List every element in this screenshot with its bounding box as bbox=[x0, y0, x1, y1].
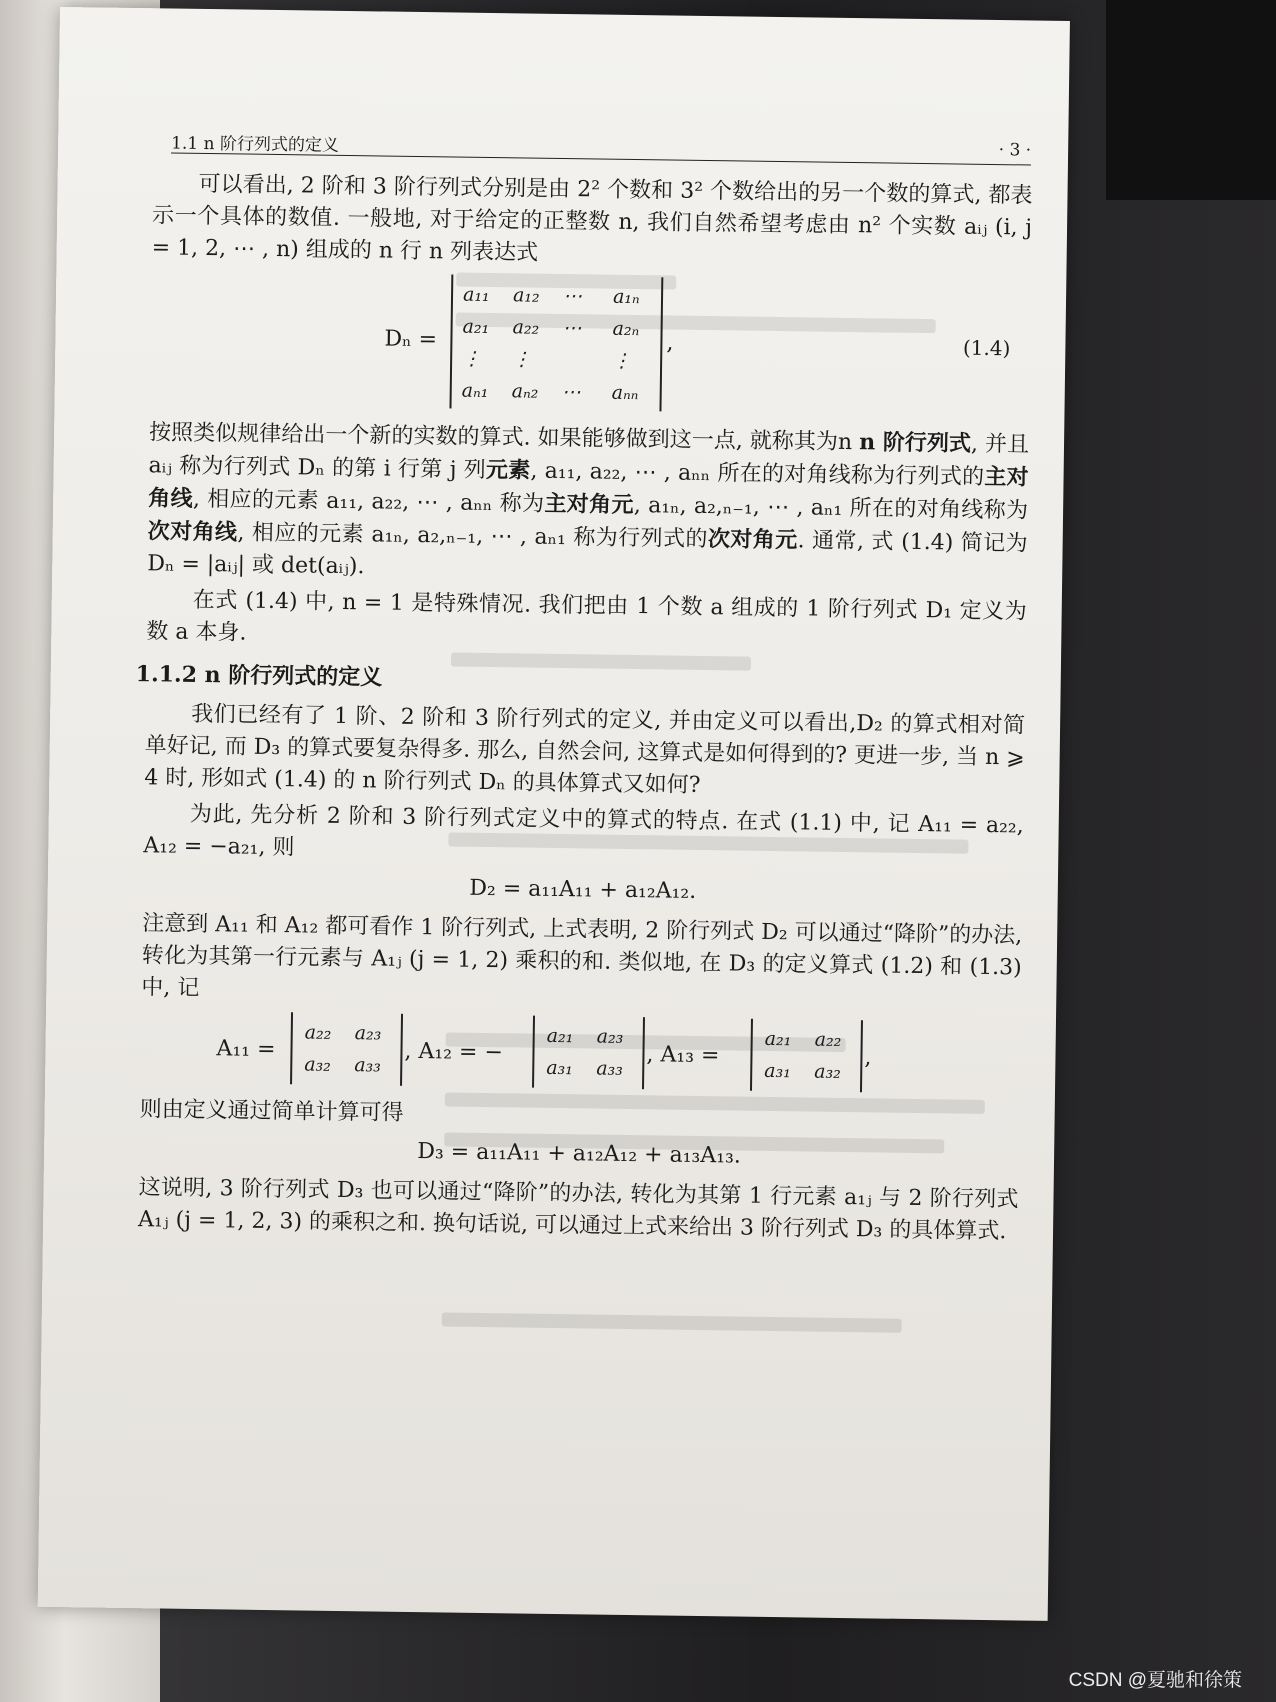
paragraph-motivation: 我们已经有了 1 阶、2 阶和 3 阶行列式的定义, 并由定义可以看出,D₂ 的算式相对简单好记, 而 D₃ 的算式要复杂得多. 那么, 自然会问, 这算式是如何得到的? 更进一步, 当 n ⩾ 4 时, 形如式 (1.4) 的 n 阶行列式 Dₙ 的具体算式又如何? bbox=[144, 701, 1026, 798]
p2-text-d: , a₁₁, a₂₂, ⋯ , aₙₙ 所在的对角线称为行列式的 bbox=[530, 458, 985, 490]
term-main-diagonal-element: 主对角元 bbox=[544, 490, 635, 519]
matrix-cell: a₃₃ bbox=[354, 1054, 382, 1077]
watermark: CSDN @夏驰和徐策 bbox=[1068, 1670, 1242, 1691]
term-secondary-diagonal-element: 次对角元 bbox=[707, 526, 798, 554]
equation-minors bbox=[140, 1010, 1021, 1100]
matrix-cell: ⋯ bbox=[561, 380, 581, 404]
matrix-cell: a₂₂ bbox=[512, 316, 540, 339]
matrix-cell: ⋮ bbox=[512, 348, 532, 371]
matrix-cell: ⋮ bbox=[612, 349, 632, 372]
minor-a12-label: , A₁₂ = − bbox=[404, 1038, 504, 1066]
matrix-cell: aₙₙ bbox=[611, 381, 639, 405]
equation-1-4 bbox=[149, 270, 1031, 420]
header-section-title: 1.1 n 阶行列式的定义 bbox=[171, 133, 340, 156]
matrix-cell: aₙ₂ bbox=[511, 380, 539, 403]
term-secondary-diagonal: 次对角线 bbox=[147, 518, 238, 546]
paragraph-reduction: 注意到 A₁₁ 和 A₁₂ 都可看作 1 阶行列式, 上式表明, 2 阶行列式 D₂ 可以通过“降阶”的办法, 转化为其第一行元素与 A₁ⱼ (j = 1, 2) 乘积的和. 类似地, 在 D₃ 的定义算式 (1.2) 和 (1.3) 中, 记 bbox=[141, 911, 1023, 1001]
matrix-cell: a₃₂ bbox=[814, 1060, 841, 1083]
equation-number: (1.4) bbox=[962, 335, 1011, 361]
equation-d3: D₃ = a₁₁A₁₁ + a₁₂A₁₂ + a₁₃A₁₃. bbox=[417, 1139, 742, 1169]
matrix-cell: a₃₂ bbox=[304, 1053, 332, 1076]
p2-text-h: . 通常, 式 (1.4) 简记为 Dₙ = |aᵢⱼ| 或 det(aᵢⱼ). bbox=[147, 528, 1028, 580]
subsection-heading: 1.1.2 n 阶行列式的定义 bbox=[135, 661, 383, 691]
p2-text-f: , a₁ₙ, a₂,ₙ₋₁, ⋯ , aₙ₁ 所在的对角线称为 bbox=[633, 493, 1029, 524]
page-body bbox=[135, 168, 1033, 1252]
matrix-cell: aₙ₁ bbox=[461, 379, 489, 402]
matrix-cell: a₂₁ bbox=[462, 315, 490, 338]
running-header bbox=[171, 125, 1031, 166]
matrix-cell: a₃₃ bbox=[596, 1057, 623, 1080]
matrix-cell: a₁₁ bbox=[462, 283, 490, 306]
matrix-cell: a₂₁ bbox=[764, 1027, 792, 1051]
term-element: 元素 bbox=[485, 456, 531, 484]
p2-text-g: , 相应的元素 a₁ₙ, a₂,ₙ₋₁, ⋯ , aₙ₁ 称为行列式的 bbox=[237, 520, 709, 553]
matrix-cell: a₂₂ bbox=[814, 1028, 842, 1051]
matrix-cell: a₃₁ bbox=[764, 1059, 791, 1083]
matrix-cell: a₂₁ bbox=[546, 1024, 574, 1048]
matrix-cell: ⋮ bbox=[462, 347, 482, 370]
determinant-matrix bbox=[449, 274, 663, 411]
paragraph-intro: 可以看出, 2 阶和 3 阶行列式分别是由 2² 个数和 3² 个数给出的另一个数的算式, 都表示一个具体的数值. 一般地, 对于给定的正整数 n, 我们自然希望考虑由 n² 个实数 aᵢⱼ (i, j = 1, 2, ⋯ , n) 组成的 n 行 n 列表达式 bbox=[151, 171, 1033, 266]
paragraph-definitions bbox=[147, 416, 1029, 592]
minor-a11-label: A₁₁ = bbox=[216, 1036, 276, 1063]
minors-comma: , bbox=[864, 1045, 872, 1071]
book-page bbox=[38, 7, 1070, 1621]
minor-a13-matrix bbox=[750, 1019, 863, 1093]
matrix-cell: a₂₃ bbox=[596, 1025, 624, 1048]
eq14-lhs: Dₙ = bbox=[384, 326, 438, 353]
term-n-order-determinant: n 阶行列式 bbox=[859, 429, 972, 457]
matrix-cell: ⋯ bbox=[562, 316, 582, 340]
matrix-cell: a₂₂ bbox=[304, 1021, 332, 1044]
paragraph-compute: 则由定义通过简单计算可得 bbox=[139, 1097, 404, 1126]
equation-d2: D₂ = a₁₁A₁₁ + a₁₂A₁₂. bbox=[469, 875, 697, 904]
paragraph-special-case: 在式 (1.4) 中, n = 1 是特殊情况. 我们把由 1 个数 a 组成的 1 阶行列式 D₁ 定义为数 a 本身. bbox=[146, 587, 1027, 646]
p2-text-a: 按照类似规律给出一个新的实数的算式. 如果能够做到这一点, 就称其为n bbox=[148, 420, 860, 456]
matrix-cell: ⋯ bbox=[562, 285, 583, 308]
matrix-cell: a₂₃ bbox=[354, 1022, 382, 1045]
minor-a13-label: , A₁₃ = bbox=[646, 1042, 720, 1069]
page-number: · 3 · bbox=[998, 140, 1032, 161]
minor-a12-matrix bbox=[532, 1016, 645, 1090]
p2-text-c: , 并且 aᵢⱼ 称为行列式 Dₙ 的第 i 行第 j 列 bbox=[148, 431, 1030, 483]
paragraph-conclusion: 这说明, 3 阶行列式 D₃ 也可以通过“降阶”的办法, 转化为其第 1 行元素 a₁ⱼ 与 2 阶行列式 A₁ⱼ (j = 1, 2, 3) 的乘积之和. 换句话说, 可以通过上式来给出 3 阶行列式 D₃ 的具体算式. bbox=[137, 1175, 1019, 1245]
minor-a11-matrix bbox=[290, 1012, 403, 1086]
matrix-cell: a₁ₙ bbox=[612, 285, 640, 309]
p2-text-e: , 相应的元素 a₁₁, a₂₂, ⋯ , aₙₙ 称为 bbox=[192, 486, 545, 517]
matrix-cell: a₁₂ bbox=[512, 284, 540, 307]
dark-device-corner bbox=[1106, 0, 1276, 200]
paragraph-analysis: 为此, 先分析 2 阶和 3 阶行列式定义中的算式的特点. 在式 (1.1) 中, 记 A₁₁ = a₂₂, A₁₂ = −a₂₁, 则 bbox=[143, 801, 1024, 861]
matrix-cell: a₂ₙ bbox=[612, 317, 640, 341]
matrix-cell: a₃₁ bbox=[546, 1056, 573, 1080]
eq14-comma: , bbox=[666, 330, 674, 356]
term-main-diagonal: 主对角线 bbox=[148, 463, 1029, 512]
